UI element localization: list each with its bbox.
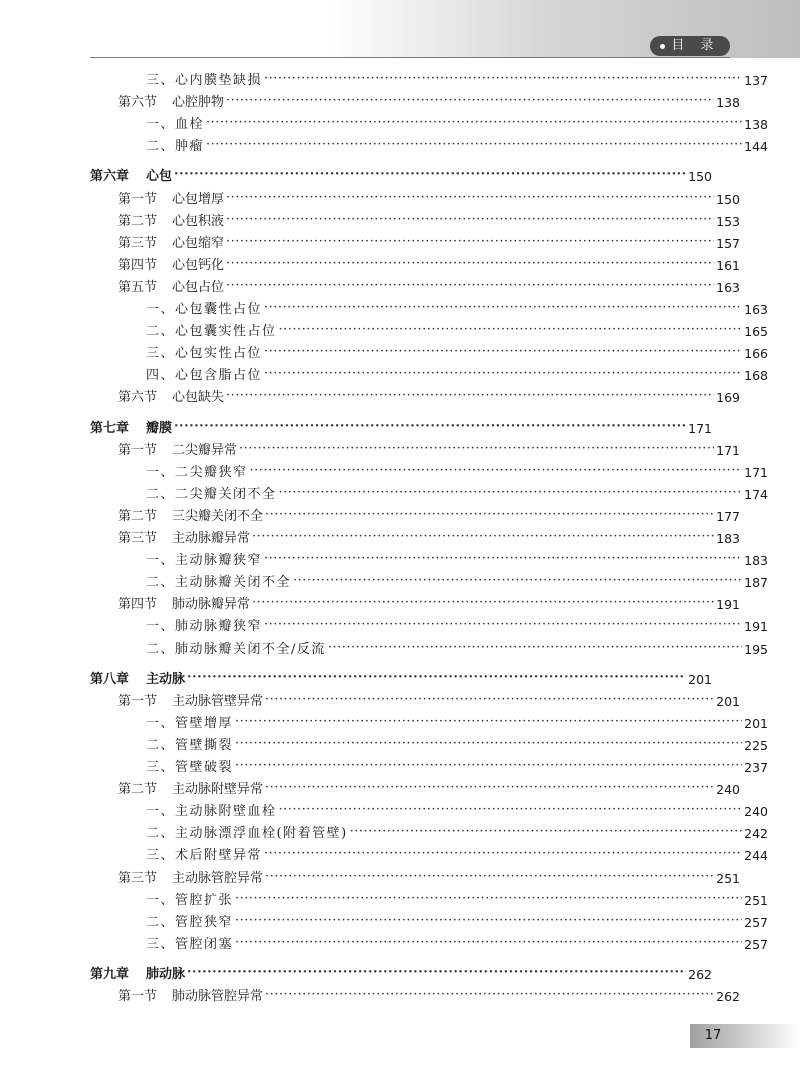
toc-page-number: 163 <box>744 302 768 317</box>
toc-section-number: 第一节 <box>118 693 158 709</box>
toc-item-text: 一、肺动脉瓣狭窄 <box>146 619 263 635</box>
toc-item-text: 一、二尖瓣狭窄 <box>146 464 248 480</box>
toc-item <box>90 614 768 636</box>
toc-section-heading <box>118 693 263 711</box>
toc-item-text: 三、管壁破裂 <box>146 760 234 775</box>
toc-section-title: 心包缩窄 <box>172 235 225 251</box>
toc-item <box>90 821 768 843</box>
dot-leader <box>328 639 742 657</box>
toc-section <box>90 231 740 253</box>
toc-chapter-heading <box>90 966 185 984</box>
toc-page-number: 191 <box>744 619 768 635</box>
toc-page-number: 157 <box>716 235 740 251</box>
dot-leader <box>264 343 742 361</box>
toc-item-text: 二、肿瘤 <box>146 139 205 155</box>
toc-section <box>90 866 740 888</box>
toc-item-text: 一、管壁增厚 <box>146 715 234 731</box>
toc-item-text: 一、管腔扩张 <box>146 892 234 908</box>
toc-chapter-number: 第八章 <box>90 671 130 687</box>
toc-section <box>90 209 740 231</box>
dot-leader <box>250 462 743 480</box>
dot-leader <box>252 594 714 612</box>
toc-page-number: 177 <box>716 508 740 524</box>
toc-section-heading <box>118 191 224 209</box>
toc-page-number: 144 <box>744 139 768 155</box>
toc-item-text: 一、心包囊性占位 <box>146 302 263 317</box>
toc-page-number: 137 <box>744 73 768 88</box>
toc-chapter-title: 肺动脉 <box>146 966 186 982</box>
dot-leader <box>187 964 686 982</box>
toc-item-text: 二、管壁撕裂 <box>146 737 234 753</box>
toc-item <box>90 68 768 90</box>
dot-leader <box>226 387 714 405</box>
toc-chapter <box>90 667 712 689</box>
dot-leader <box>279 321 743 339</box>
toc-section-title: 三尖瓣关闭不全 <box>172 508 264 524</box>
toc-chapter <box>90 416 712 438</box>
toc-section <box>90 90 740 112</box>
toc-item <box>90 799 768 821</box>
toc-item-text: 三、心内膜垫缺损 <box>146 73 263 88</box>
toc-section-title: 心包占位 <box>172 279 225 295</box>
toc-page-number: 244 <box>744 848 768 864</box>
toc-item-text: 二、心包囊实性占位 <box>146 324 277 340</box>
dot-leader <box>187 669 686 687</box>
toc-chapter-title: 瓣膜 <box>146 420 173 436</box>
toc-page-number: 150 <box>716 191 740 207</box>
toc-section-heading <box>118 508 263 526</box>
toc-item <box>90 843 768 865</box>
toc-item <box>90 755 768 777</box>
toc-item <box>90 319 768 341</box>
toc-page-number: 237 <box>744 760 768 775</box>
toc-page-number: 201 <box>744 715 768 731</box>
toc-chapter <box>90 962 712 984</box>
dot-leader <box>226 277 714 295</box>
toc-chapter-number: 第九章 <box>90 966 130 982</box>
toc-page-number: 183 <box>716 531 740 546</box>
toc-item <box>90 363 768 385</box>
toc-section-title: 主动脉附壁异常 <box>172 782 264 798</box>
toc-section-heading <box>118 213 224 231</box>
toc-section-number: 第四节 <box>118 257 158 273</box>
toc-page-number: 225 <box>744 737 768 753</box>
dot-leader <box>235 934 742 952</box>
toc-page-number: 240 <box>716 782 740 798</box>
toc-section-number: 第六节 <box>118 390 158 406</box>
toc-item <box>90 733 768 755</box>
dot-leader <box>264 365 742 383</box>
toc-page-number: 240 <box>744 804 768 820</box>
toc-section-title: 心包缺失 <box>172 390 225 406</box>
toc-item <box>90 548 768 570</box>
dot-leader <box>264 550 742 568</box>
toc-page-number: 138 <box>716 95 740 111</box>
toc-section-title: 心腔肿物 <box>172 95 225 111</box>
toc-item-text: 三、管腔闭塞 <box>146 936 234 952</box>
toc-section-number: 第五节 <box>118 279 158 295</box>
toc-item-text: 二、管腔狭窄 <box>146 914 234 930</box>
toc-page-number: 171 <box>688 420 712 436</box>
toc-section-heading <box>118 442 237 460</box>
toc-page-number: 161 <box>716 257 740 273</box>
dot-leader <box>235 735 742 753</box>
toc-section <box>90 984 740 1006</box>
toc-page-number: 201 <box>688 671 712 687</box>
dot-leader <box>265 691 714 709</box>
dot-leader <box>293 572 742 590</box>
dot-leader <box>265 986 714 1004</box>
dot-leader <box>226 189 714 207</box>
toc-chapter-heading <box>90 671 185 689</box>
toc-page-number: 191 <box>716 597 740 613</box>
dot-leader <box>226 92 714 110</box>
dot-leader <box>279 801 743 819</box>
toc-item <box>90 341 768 363</box>
toc-page-number: 251 <box>744 892 768 908</box>
toc-item <box>90 711 768 733</box>
toc-section <box>90 275 740 297</box>
toc-section-heading <box>118 235 224 253</box>
dot-leader <box>235 912 742 930</box>
toc-section-title: 心包钙化 <box>172 257 225 273</box>
dot-leader <box>264 616 742 634</box>
toc-chapter-title: 主动脉 <box>146 671 186 687</box>
toc-page-number: 242 <box>744 826 768 842</box>
dot-leader <box>265 779 714 797</box>
toc-chapter-heading <box>90 168 172 186</box>
toc-section <box>90 526 740 548</box>
toc-section <box>90 438 740 460</box>
toc-item <box>90 932 768 954</box>
toc-section <box>90 689 740 711</box>
dot-leader <box>265 506 714 524</box>
toc-section-title: 心包增厚 <box>172 191 225 207</box>
toc-section-number: 第四节 <box>118 597 158 613</box>
toc-section-heading <box>118 596 250 614</box>
toc-page-number: 262 <box>716 989 740 1004</box>
toc-section <box>90 187 740 209</box>
dot-leader <box>235 713 742 731</box>
toc-section-heading <box>118 389 224 407</box>
toc-section-number: 第二节 <box>118 508 158 524</box>
toc-page-number: 262 <box>688 966 712 982</box>
dot-leader <box>265 868 714 886</box>
toc-item <box>90 134 768 156</box>
toc-page-number: 257 <box>744 914 768 930</box>
toc-page-number: 195 <box>744 641 768 657</box>
toc-item-text: 二、主动脉漂浮血栓(附着管壁) <box>146 826 348 842</box>
toc-item <box>90 460 768 482</box>
running-header-label: 目 录 <box>671 38 720 53</box>
toc-page-number: 257 <box>744 936 768 952</box>
dot-leader <box>174 418 686 436</box>
dot-leader <box>206 114 742 132</box>
dot-leader <box>264 845 742 863</box>
toc-page-number: 153 <box>716 213 740 229</box>
toc-section-number: 第二节 <box>118 782 158 798</box>
toc-item-text: 二、二尖瓣关闭不全 <box>146 486 277 502</box>
toc-section-number: 第六节 <box>118 95 158 111</box>
toc-page-number: 171 <box>744 464 768 480</box>
dot-leader <box>252 528 714 546</box>
toc-section-heading <box>118 530 250 548</box>
toc-section-number: 第一节 <box>118 442 158 458</box>
toc-page-number: 201 <box>716 693 740 709</box>
toc-page-number: 168 <box>744 368 768 384</box>
page-number: 17 <box>704 1028 722 1043</box>
toc-chapter-number: 第六章 <box>90 169 130 185</box>
toc-page-number: 174 <box>744 486 768 502</box>
toc-page-number: 138 <box>744 117 768 133</box>
toc-item <box>90 112 768 134</box>
toc-item-text: 一、血栓 <box>146 117 205 133</box>
dot-leader <box>350 823 742 841</box>
toc-item-text: 三、心包实性占位 <box>146 346 263 362</box>
toc-item <box>90 482 768 504</box>
toc-section-heading <box>118 257 224 275</box>
toc-item <box>90 910 768 932</box>
toc-section <box>90 253 740 275</box>
toc-section <box>90 592 740 614</box>
toc-item <box>90 637 768 659</box>
toc-section <box>90 504 740 526</box>
dot-leader <box>226 211 714 229</box>
toc-item <box>90 570 768 592</box>
toc-section <box>90 777 740 799</box>
toc-item <box>90 888 768 910</box>
toc-section-number: 第二节 <box>118 213 158 229</box>
dot-leader <box>226 255 714 273</box>
dot-leader <box>235 890 742 908</box>
toc-item-text: 四、心包含脂占位 <box>146 368 263 384</box>
toc-item <box>90 297 768 319</box>
dot-leader <box>279 484 743 502</box>
dot-leader <box>206 136 742 154</box>
toc-item-text: 二、主动脉瓣关闭不全 <box>146 575 292 591</box>
toc-section-number: 第一节 <box>118 989 158 1004</box>
dot-leader <box>226 233 714 251</box>
toc-section-number: 第三节 <box>118 235 158 251</box>
toc-page-number: 251 <box>716 870 740 886</box>
toc-section-title: 心包积液 <box>172 213 225 229</box>
dot-leader <box>239 440 714 458</box>
toc-section-title: 肺动脉管腔异常 <box>172 989 264 1004</box>
toc-section-heading <box>118 870 263 888</box>
toc-page-number: 171 <box>716 442 740 458</box>
dot-leader <box>264 70 742 88</box>
toc-item-text: 一、主动脉瓣狭窄 <box>146 553 263 569</box>
toc-page-number: 150 <box>688 169 712 185</box>
dot-leader <box>235 757 742 775</box>
toc-page-number: 169 <box>716 390 740 406</box>
toc-chapter-number: 第七章 <box>90 420 130 436</box>
toc-chapter <box>90 164 712 186</box>
toc-section-title: 主动脉管壁异常 <box>172 693 264 709</box>
toc-chapter-heading <box>90 420 172 438</box>
toc-page-number: 165 <box>744 324 768 340</box>
toc-section <box>90 385 740 407</box>
toc-section-title: 二尖瓣异常 <box>172 442 238 458</box>
toc-section-heading <box>118 279 224 297</box>
dot-leader <box>264 299 742 317</box>
toc-section-number: 第三节 <box>118 531 158 546</box>
toc-section-number: 第一节 <box>118 191 158 207</box>
dot-leader <box>174 166 686 184</box>
toc-item-text: 二、肺动脉瓣关闭不全/反流 <box>146 641 326 657</box>
toc-item-text: 三、术后附壁异常 <box>146 848 263 864</box>
toc-page-number: 183 <box>744 553 768 569</box>
toc-section-heading <box>118 781 263 799</box>
toc-section-heading <box>118 988 263 1006</box>
toc-page-number: 166 <box>744 346 768 362</box>
toc-section-heading <box>118 94 224 112</box>
toc-section-number: 第三节 <box>118 870 158 886</box>
toc-page-number: 163 <box>716 279 740 295</box>
toc-section-title: 肺动脉瓣异常 <box>172 597 251 613</box>
toc-section-title: 主动脉瓣异常 <box>172 531 251 546</box>
toc-section-title: 主动脉管腔异常 <box>172 870 264 886</box>
toc-page-number: 187 <box>744 575 768 591</box>
toc-item-text: 一、主动脉附壁血栓 <box>146 804 277 820</box>
toc-chapter-title: 心包 <box>146 169 173 185</box>
